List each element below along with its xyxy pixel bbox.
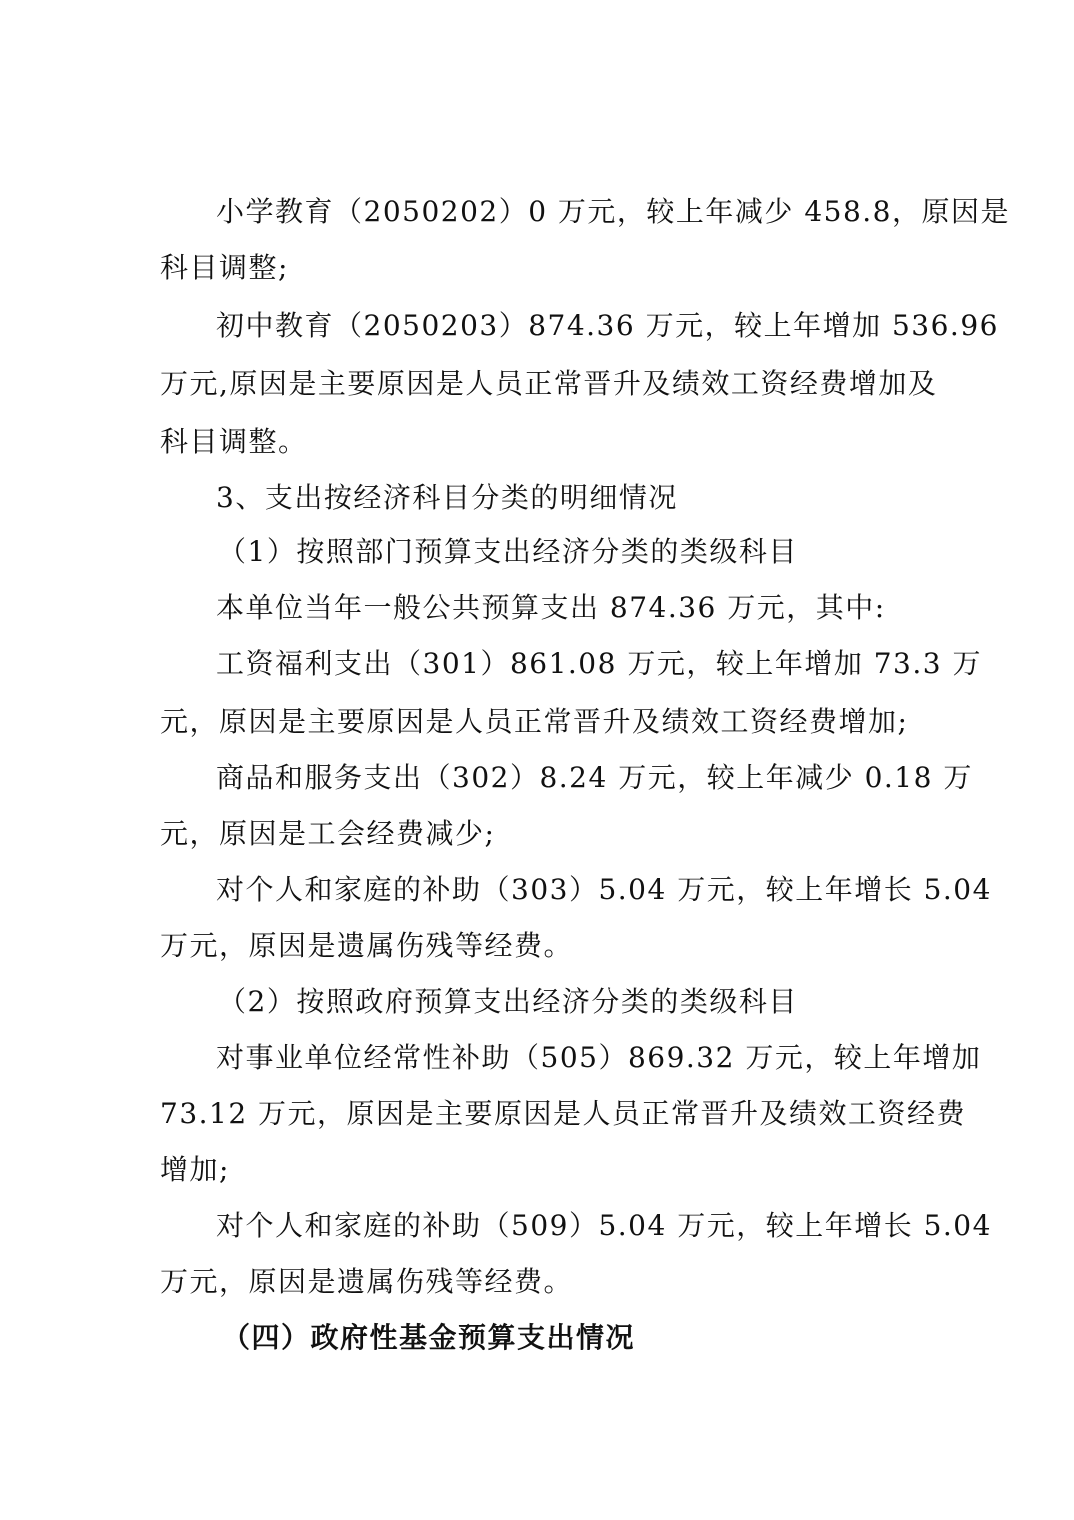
- paragraph-line: 对事业单位经常性补助（505）869.32 万元，较上年增加: [216, 1041, 982, 1074]
- paragraph-line: 万元，原因是遗属伤残等经费。: [160, 1265, 574, 1298]
- paragraph-line: 万元,原因是主要原因是人员正常晋升及绩效工资经费增加及: [160, 367, 938, 400]
- paragraph-line: 对个人和家庭的补助（509）5.04 万元，较上年增长 5.04: [216, 1209, 992, 1242]
- paragraph-line: 科目调整。: [160, 425, 308, 458]
- paragraph-line: 科目调整;: [160, 251, 289, 284]
- paragraph-line: 增加;: [160, 1153, 230, 1186]
- paragraph-line: 对个人和家庭的补助（303）5.04 万元，较上年增长 5.04: [216, 873, 992, 906]
- paragraph-line: 初中教育（2050203）874.36 万元，较上年增加 536.96: [216, 309, 999, 342]
- paragraph-line: 万元，原因是遗属伤残等经费。: [160, 929, 574, 962]
- section-heading: 3、支出按经济科目分类的明细情况: [216, 481, 678, 514]
- subsection-heading: （2）按照政府预算支出经济分类的类级科目: [218, 985, 798, 1018]
- paragraph-line: 小学教育（2050202）0 万元，较上年减少 458.8，原因是: [216, 195, 1010, 228]
- paragraph-line: 元，原因是主要原因是人员正常晋升及绩效工资经费增加;: [160, 705, 909, 738]
- chapter-heading: （四）政府性基金预算支出情况: [222, 1321, 636, 1354]
- paragraph-line: 本单位当年一般公共预算支出 874.36 万元，其中:: [216, 591, 886, 624]
- paragraph-line: 工资福利支出（301）861.08 万元，较上年增加 73.3 万: [216, 647, 982, 680]
- paragraph-line: 元，原因是工会经费减少;: [160, 817, 496, 850]
- subsection-heading: （1）按照部门预算支出经济分类的类级科目: [218, 535, 798, 568]
- paragraph-line: 73.12 万元，原因是主要原因是人员正常晋升及绩效工资经费: [160, 1097, 967, 1130]
- paragraph-line: 商品和服务支出（302）8.24 万元，较上年减少 0.18 万: [216, 761, 973, 794]
